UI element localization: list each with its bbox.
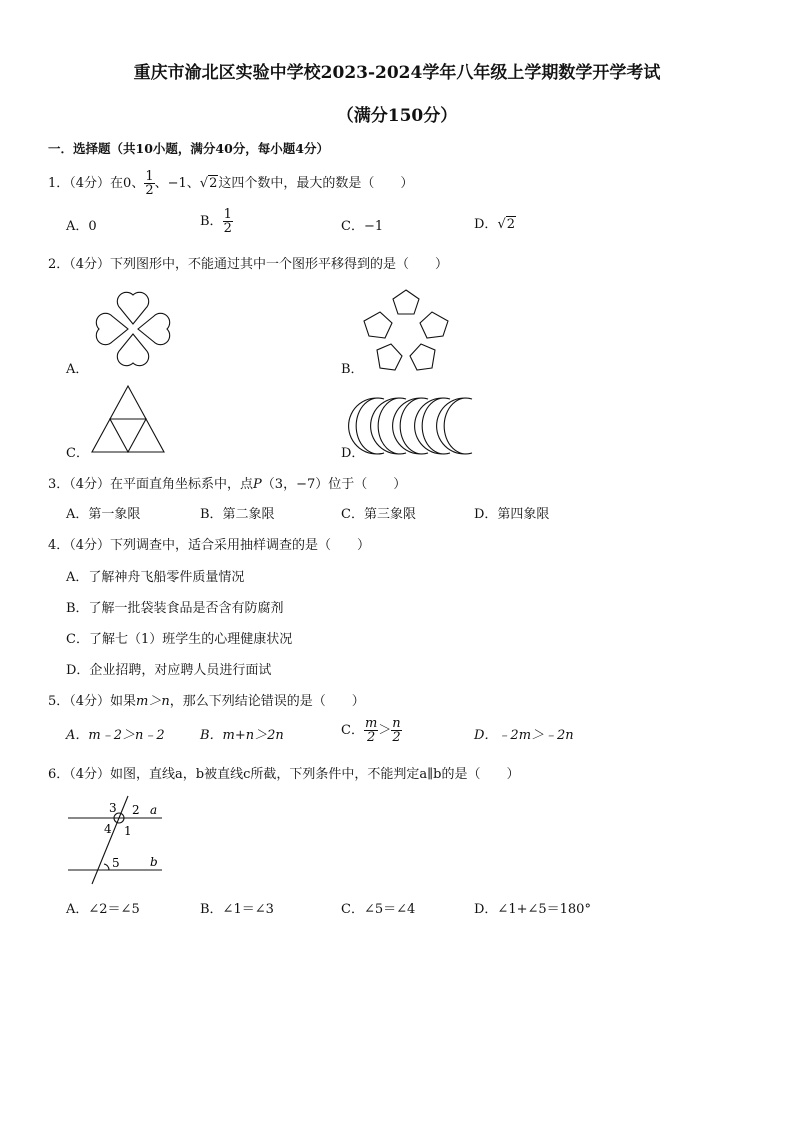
angle-arc-5 (104, 864, 109, 870)
q2-option-d[interactable]: D． (341, 446, 365, 461)
question-2-stem: 2．（4分）下列图形中，不能通过其中一个图形平移得到的是（ ） (48, 257, 449, 272)
angle-label-5: 5 (112, 856, 120, 870)
question-1-stem (48, 170, 413, 197)
q1-option-b[interactable]: B． $\frac{1}{2}$ (200, 207, 232, 236)
line-label-a: a (150, 803, 158, 817)
angle-label-3: 3 (109, 801, 117, 815)
angle-label-4: 4 (104, 822, 112, 836)
q4-option-d[interactable]: D．企业招聘，对应聘人员进行面试 (66, 663, 272, 678)
q1-option-a[interactable]: A．0 (66, 219, 97, 234)
question-3-stem: 3．（4分）在平面直角坐标系中，点P（3，−7）位于（ ） (48, 477, 407, 492)
q5-option-b[interactable]: B．m+n＞2n (200, 728, 284, 743)
q6-option-b[interactable]: B．∠1＝∠3 (200, 902, 274, 917)
q4-option-b[interactable]: B．了解一批袋装食品是否含有防腐剂 (66, 601, 284, 616)
q3-option-d[interactable]: D．第四象限 (474, 507, 550, 522)
q3-option-a[interactable]: A．第一象限 (66, 507, 141, 522)
q1-sqrt: √2 (199, 176, 218, 191)
question-4-stem: 4．（4分）下列调查中，适合采用抽样调查的是（ ） (48, 538, 371, 553)
q2-option-a[interactable]: A． (66, 362, 89, 377)
question-5-stem: 5．（4分）如果m＞n，那么下列结论错误的是（ ） (48, 694, 365, 709)
q5-option-c[interactable]: C． $\frac{m}{2}$ ＞ $\frac{n}{2}$ (341, 716, 401, 745)
q3-option-b[interactable]: B．第二象限 (200, 507, 275, 522)
q6-option-a[interactable]: A．∠2＝∠5 (66, 902, 140, 917)
q2-figure-d-crescents (360, 397, 490, 455)
q5-option-a[interactable]: A．m﹣2＞n﹣2 (66, 728, 165, 743)
q2-figure-c-triangles (90, 384, 166, 454)
q2-figure-a-hearts (88, 282, 178, 376)
q2-option-b[interactable]: B． (341, 362, 364, 377)
page-title: 重庆市渝北区实验中学校2023-2024学年八年级上学期数学开学考试 (133, 63, 661, 83)
q1-fraction: $\frac{1}{2}$ (145, 169, 154, 198)
q3-option-c[interactable]: C．第三象限 (341, 507, 416, 522)
page-subtitle: （满分150分） (336, 106, 458, 126)
q6-parallel-lines-figure (62, 796, 172, 888)
section-heading: 一．选择题（共10小题，满分40分，每小题4分） (48, 141, 329, 156)
q1-stem-b: 、−1、 (154, 176, 200, 191)
q6-option-d[interactable]: D．∠1+∠5＝180° (474, 902, 591, 917)
q4-option-a[interactable]: A．了解神舟飞船零件质量情况 (66, 570, 245, 585)
angle-label-2: 2 (132, 803, 140, 817)
line-label-b: b (150, 855, 158, 869)
question-6-stem: 6．（4分）如图，直线a，b被直线c所截，下列条件中，不能判定a∥b的是（ ） (48, 767, 520, 782)
q4-option-c[interactable]: C．了解七（1）班学生的心理健康状况 (66, 632, 293, 647)
q6-option-c[interactable]: C．∠5＝∠4 (341, 902, 416, 917)
angle-label-1: 1 (124, 824, 132, 838)
q2-figure-b-pentagons (360, 288, 452, 374)
q1-option-c[interactable]: C．−1 (341, 219, 384, 234)
q2-option-c[interactable]: C． (66, 446, 89, 461)
q1-stem-a: 1．（4分）在0、 (48, 176, 145, 191)
q1-option-d[interactable]: D．√2 (474, 217, 516, 232)
q5-option-d[interactable]: D．﹣2m＞﹣2n (474, 728, 574, 743)
q1-stem-c: 这四个数中，最大的数是（ ） (218, 176, 414, 191)
